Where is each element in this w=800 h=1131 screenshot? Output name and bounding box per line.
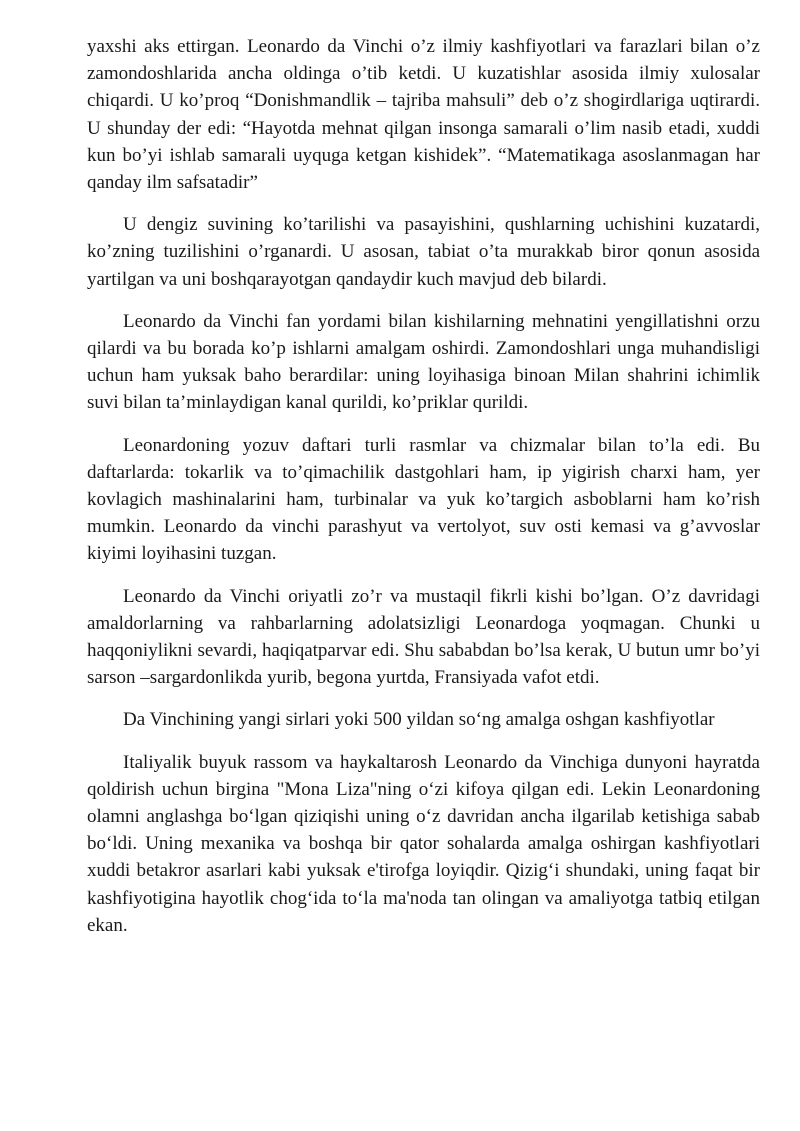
paragraph-engineering: Leonardo da Vinchi fan yordami bilan kishilarning mehnatini yengillatishni orzu qilardi va bu borada ko’p ishlarni amalgam oshirdi. Zamondoshlari unga muhandisligi uchun ham yuksak baho berardilar: uning loyihasiga binoan Milan shahrini ichimlik suvi bilan ta’minlaydigan kanal qurildi, ko’priklar qurildi. bbox=[87, 310, 760, 414]
document-page bbox=[87, 33, 760, 939]
paragraph-notebooks: Leonardoning yozuv daftari turli rasmlar va chizmalar bilan to’la edi. Bu daftarlarda: tokarlik va to’qimachilik dastgohlari ham, ip yigirish charxi ham, yer kovlagich mashinalarini ham, turbinalar va yuk ko’targich asboblarni ham ko’rish mumkin. Leonardo da vinchi parashyut va vertolyot, suv osti kemasi va g’avvoslar kiyimi loyihasini tuzgan. bbox=[87, 434, 760, 565]
paragraph-mona-liza: Italiyalik buyuk rassom va haykaltarosh Leonardo da Vinchiga dunyoni hayratda qoldirish uchun birgina "Mona Liza"ning o‘zi kifoya qilgan edi. Lekin Leonardoning olamni anglashga bo‘lgan qiziqishi uning o‘z davridan ancha ilgarilab ketishiga sabab bo‘ldi. Uning mexanika va boshqa bir qator sohalarda amalga oshirgan kashfiyotlari xuddi betakror asarlari kabi yuksak e'tirofga loyiqdir. Qizig‘i shundaki, uning faqat bir kashfiyotigina hayotlik chog‘ida to‘la ma'noda tan olingan va amaliyotga tatbiq etilgan ekan. bbox=[87, 751, 760, 936]
paragraph-continuation: yaxshi aks ettirgan. Leonardo da Vinchi o’z ilmiy kashfiyotlari va farazlari bilan o’z zamondoshlarida ancha oldinga o’tib ketdi. U kuzatishlar asosida ilmiy xulosalar chiqardi. U ko’proq “Donishmandlik – tajriba mahsuli” deb o’z shogirdlariga uqtirardi. U shunday der edi: “Hayotda mehnat qilgan insonga samarali o’lim nasib etadi, xuddi kun bo’yi ishlab samarali uyquga ketgan kishidek”. “Matematikaga asoslanmagan har qanday ilm safsatadir” bbox=[87, 36, 760, 194]
paragraph-observations: U dengiz suvining ko’tarilishi va pasayishini, qushlarning uchishini kuzatardi, ko’zning tuzilishini o’rganardi. U asosan, tabiat o’ta murakkab biror qonun asosida yartilgan va uni boshqarayotgan qandaydir kuch mavjud deb bilardi. bbox=[87, 214, 760, 290]
section-heading: Da Vinchining yangi sirlari yoki 500 yildan so‘ng amalga oshgan kashfiyotlar bbox=[123, 709, 715, 731]
paragraph-character: Leonardo da Vinchi oriyatli zo’r va mustaqil fikrli kishi bo’lgan. O’z davridagi amaldorlarning va rahbarlarning adolatsizligi Leonardoga yoqmagan. Chunki u haqqoniylikni sevardi, haqiqatparvar edi. Shu sababdan bo’lsa kerak, U butun umr bo’yi sarson –sargardonlikda yurib, begona yurtda, Fransiyada vafot etdi. bbox=[87, 585, 760, 689]
